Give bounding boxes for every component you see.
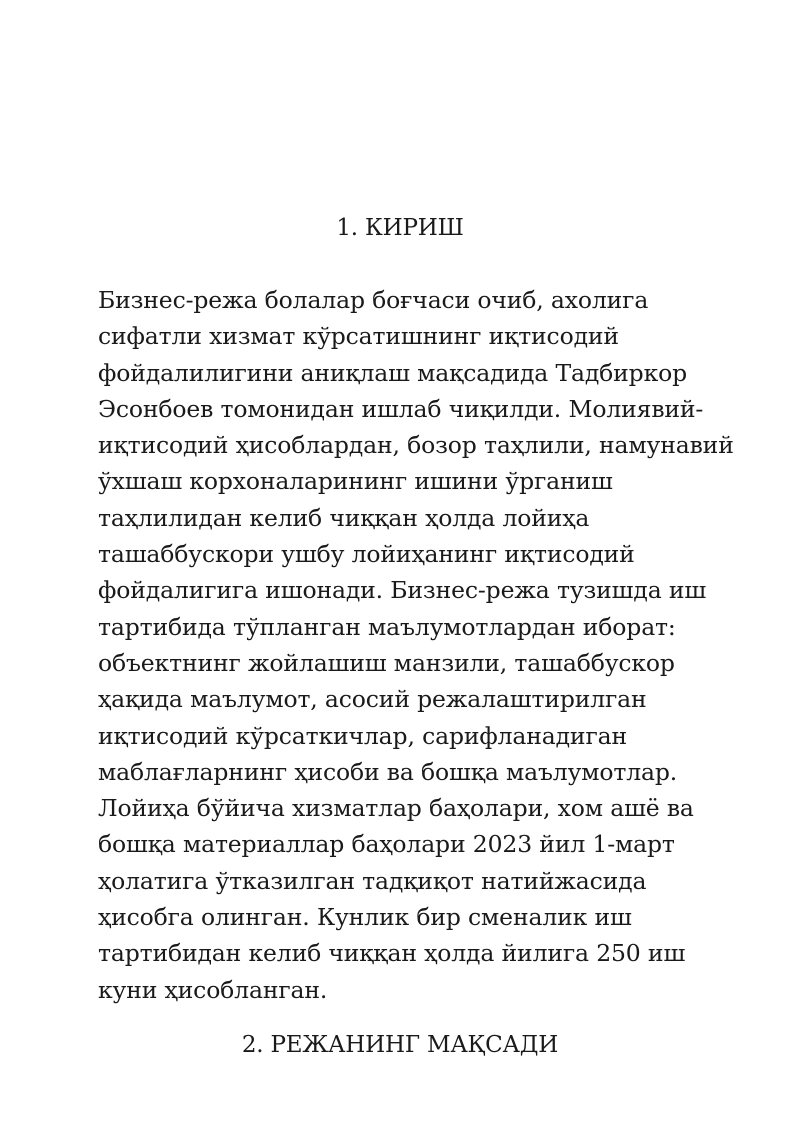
paragraph-line: куни ҳисобланган. [98,975,328,1004]
paragraph-line: тартибида тўпланган маълумотлардан иборат: [98,612,676,641]
paragraph-line: иқтисодий кўрсаткичлар, сарифланадиган [98,721,627,750]
paragraph-line: Лойиҳа бўйича хизматлар баҳолари, хом ашё ва [98,794,694,823]
paragraph-line: Бизнес-режа болалар боғчаси очиб, ахолига [98,286,649,314]
paragraph-line: ташаббускори ушбу лойиҳанинг иқтисодий [98,540,635,569]
paragraph-line: фойдалигига ишонади. Бизнес-режа тузишда иш [98,576,707,605]
paragraph-line: сифатли хизмат кўрсатишнинг иқтисодий [98,322,619,351]
section-2-heading: 2. РЕЖАНИНГ МАҚСАДИ [241,1032,559,1058]
paragraph-line: ҳолатига ўтказилган тадқиқот натийжасида [98,866,647,895]
section-1-heading: 1. КИРИШ [336,215,464,241]
paragraph-line: объектнинг жойлашиш манзили, ташаббускор [98,648,675,677]
paragraph-line: ҳисобга олинган. Кунлик бир сменалик иш [98,903,632,932]
paragraph-line: ўхшаш корхоналарининг ишини ўрганиш [98,467,613,496]
paragraph-line: тартибидан келиб чиққан ҳолда йилига 250 иш [98,939,686,968]
paragraph-line: бошқа материаллар баҳолари 2023 йил 1-март [98,830,675,859]
paragraph-line: иқтисодий ҳисоблардан, бозор таҳлили, намунавий [98,431,734,460]
section-1-paragraph [98,282,758,1008]
paragraph-line: фойдалилигини аниқлаш мақсадида Тадбиркор [98,358,687,387]
paragraph-line: маблағларнинг ҳисоби ва бошқа маълумотлар. [98,757,678,786]
paragraph-line: таҳлилидан келиб чиққан ҳолда лойиҳа [98,503,590,532]
paragraph-line: ҳақида маълумот, асосий режалаштирилган [98,685,647,714]
paragraph-line: Эсонбоев томонидан ишлаб чиқилди. Молиявий- [98,394,704,423]
